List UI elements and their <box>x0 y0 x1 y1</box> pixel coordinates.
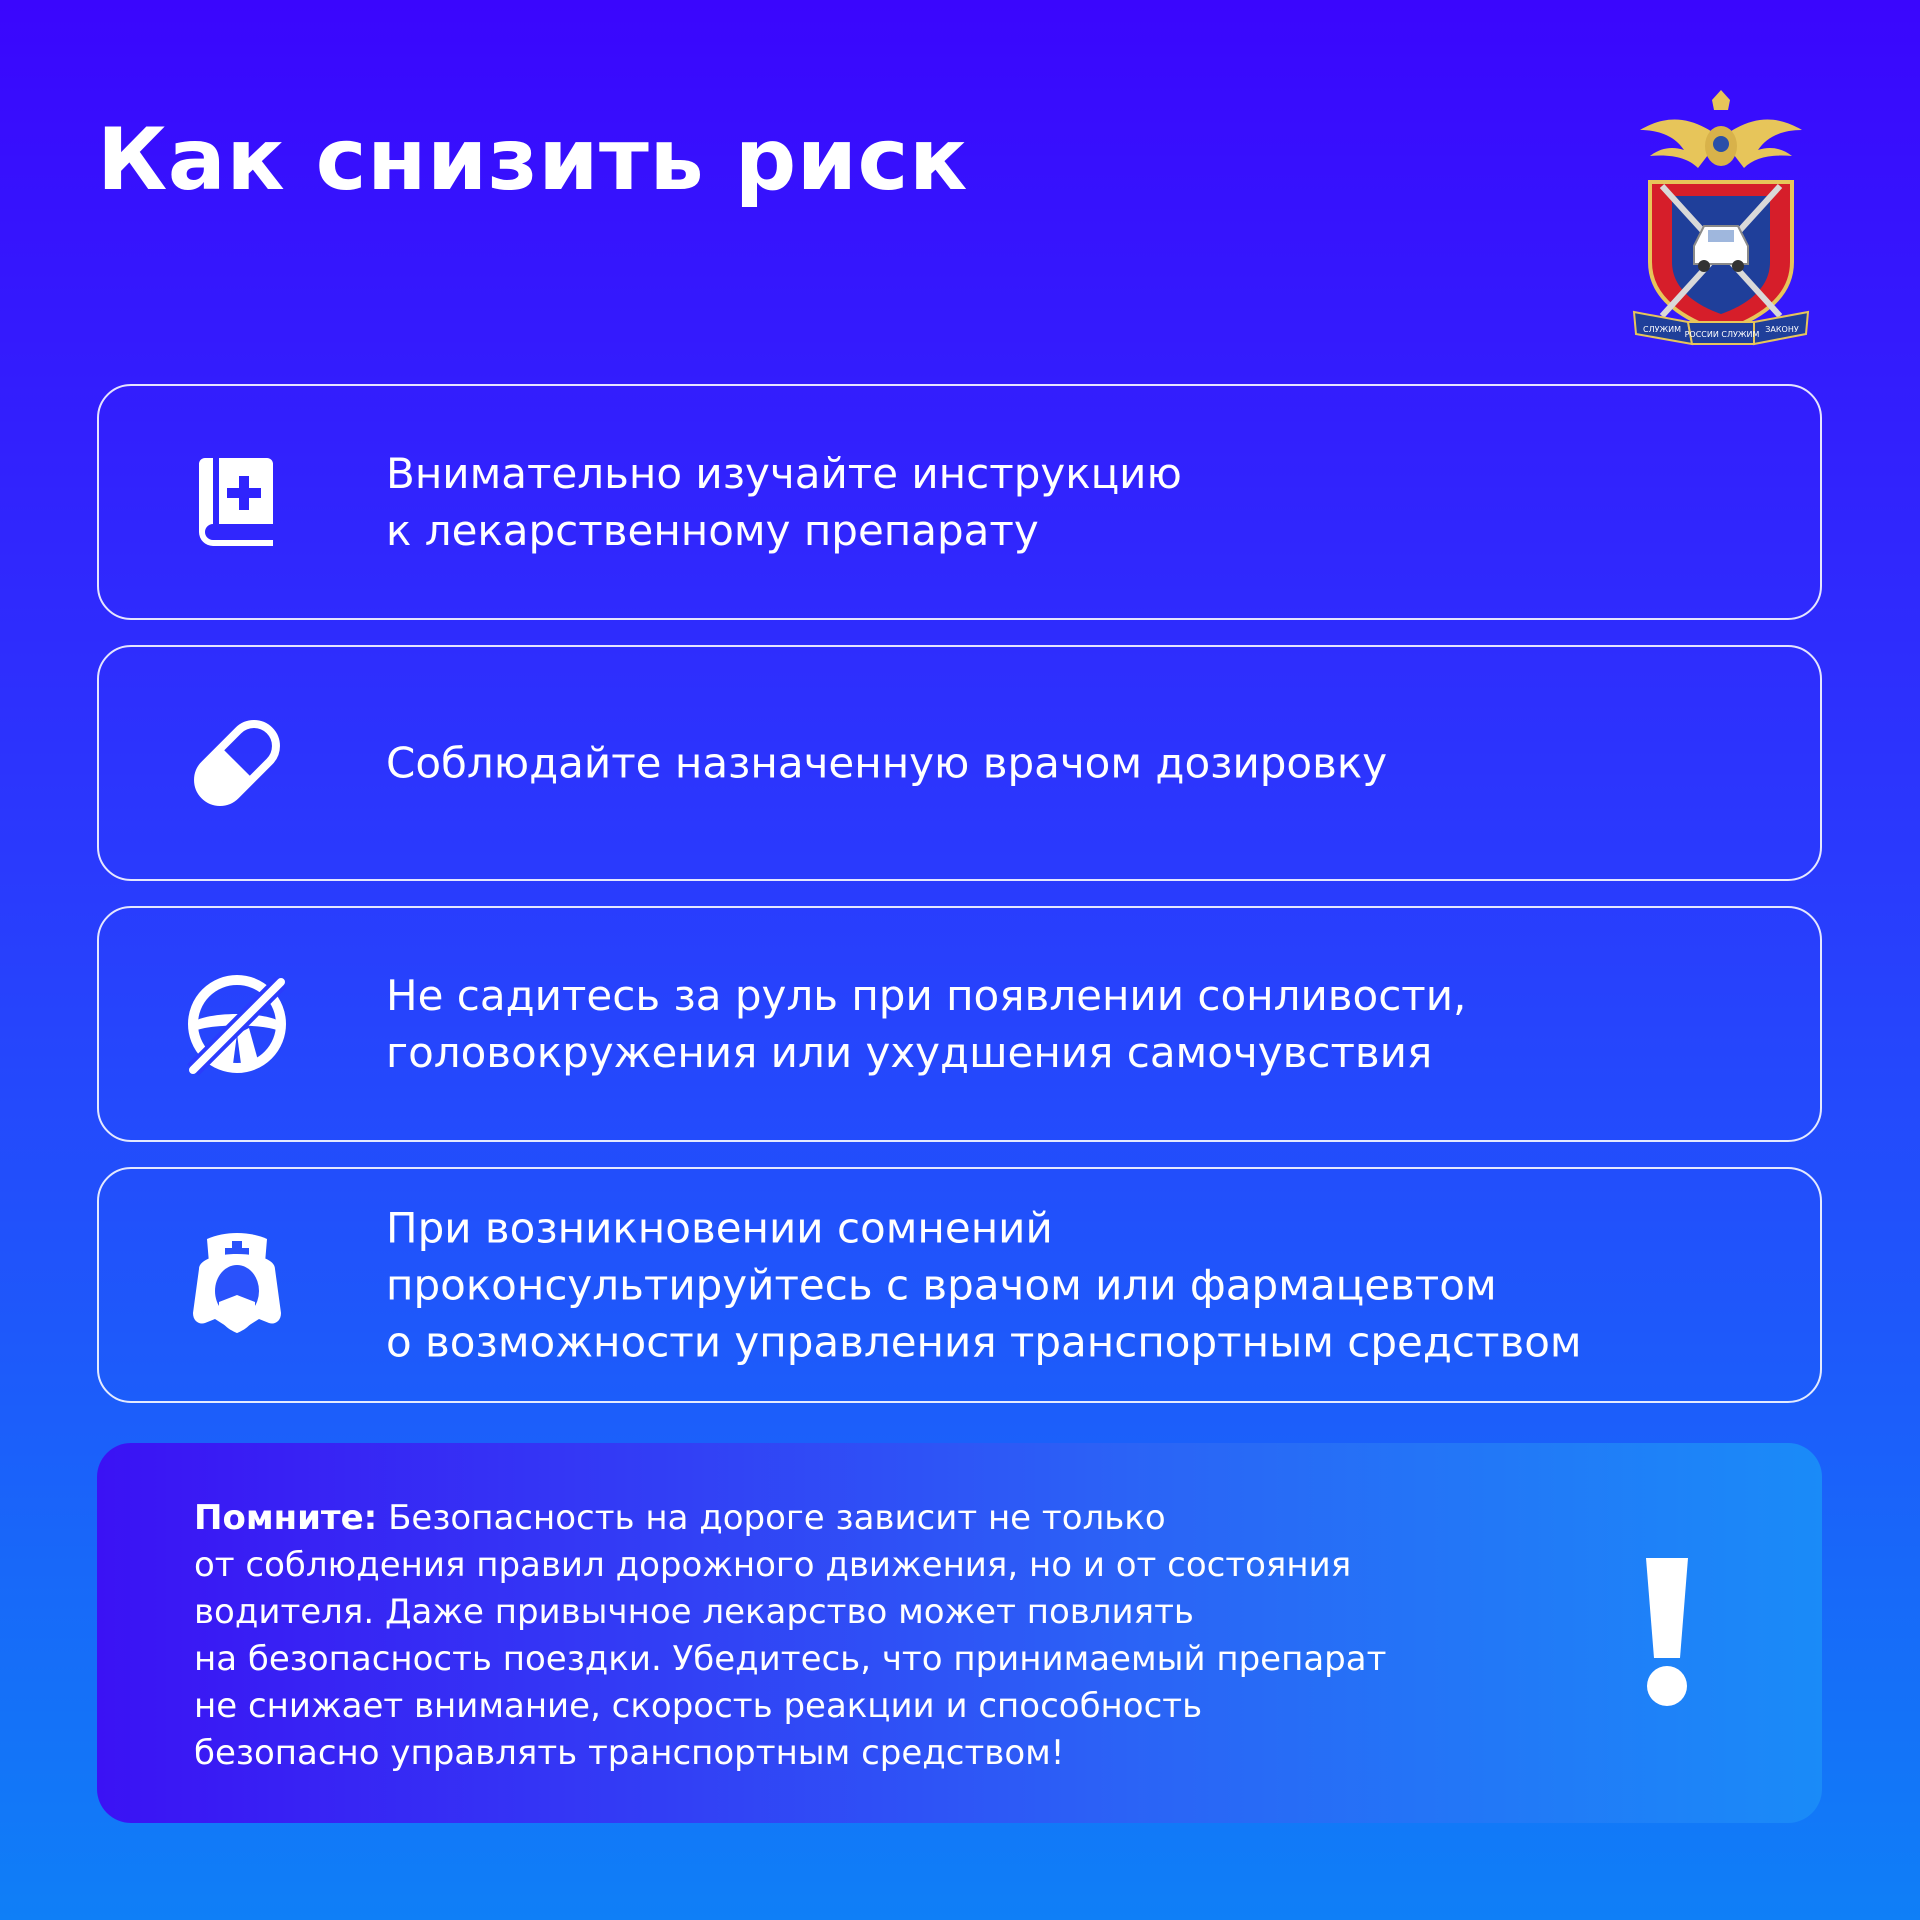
tip-card-instruction <box>97 384 1822 620</box>
reminder-line: не снижает внимание, скорость реакции и способность <box>194 1686 1203 1726</box>
tip-line: головокружения или ухудшения самочувствия <box>386 1028 1433 1077</box>
tip-card-no-driving <box>97 906 1822 1142</box>
pill-capsule-icon <box>181 707 293 819</box>
reminder-first-line <box>194 1495 1386 1542</box>
tip-line: Внимательно изучайте инструкцию <box>386 449 1182 498</box>
tip-card-consult <box>97 1167 1822 1403</box>
reminder-line: безопасно управлять транспортным средством! <box>194 1733 1065 1773</box>
nurse-doctor-icon <box>181 1229 293 1341</box>
reminder-line: на безопасность поездки. Убедитесь, что принимаемый препарат <box>194 1639 1387 1679</box>
tip-line: о возможности управления транспортным средством <box>386 1317 1582 1367</box>
medical-book-icon <box>181 446 293 558</box>
exclamation-icon <box>1642 1558 1692 1708</box>
reminder-label: Помните: <box>194 1498 378 1538</box>
no-driving-wheel-icon <box>181 968 293 1080</box>
svg-text:СЛУЖИМ: СЛУЖИМ <box>1643 325 1681 334</box>
page-title: Как снизить риск <box>97 110 968 210</box>
emblem-icon <box>1632 86 1810 348</box>
reminder-line: от соблюдения правил дорожного движения, но и от состояния <box>194 1545 1352 1585</box>
reminder-line: водителя. Даже привычное лекарство может повлиять <box>194 1592 1194 1632</box>
reminder-notice <box>97 1443 1822 1823</box>
tip-line: При возникновении сомнений <box>386 1203 1053 1253</box>
svg-text:ЗАКОНУ: ЗАКОНУ <box>1765 325 1799 334</box>
tip-line: Соблюдайте назначенную врачом дозировку <box>386 738 1388 788</box>
tip-line: Не садитесь за руль при появлении сонливости, <box>386 971 1467 1020</box>
tip-line: проконсультируйтесь с врачом или фармацевтом <box>386 1260 1497 1310</box>
reminder-text <box>194 1495 1386 1777</box>
reminder-first-text: Безопасность на дороге зависит не только <box>377 1498 1166 1538</box>
svg-text:РОССИИ СЛУЖИМ: РОССИИ СЛУЖИМ <box>1684 330 1760 339</box>
tip-card-dosage <box>97 645 1822 881</box>
tip-line: к лекарственному препарату <box>386 506 1039 555</box>
